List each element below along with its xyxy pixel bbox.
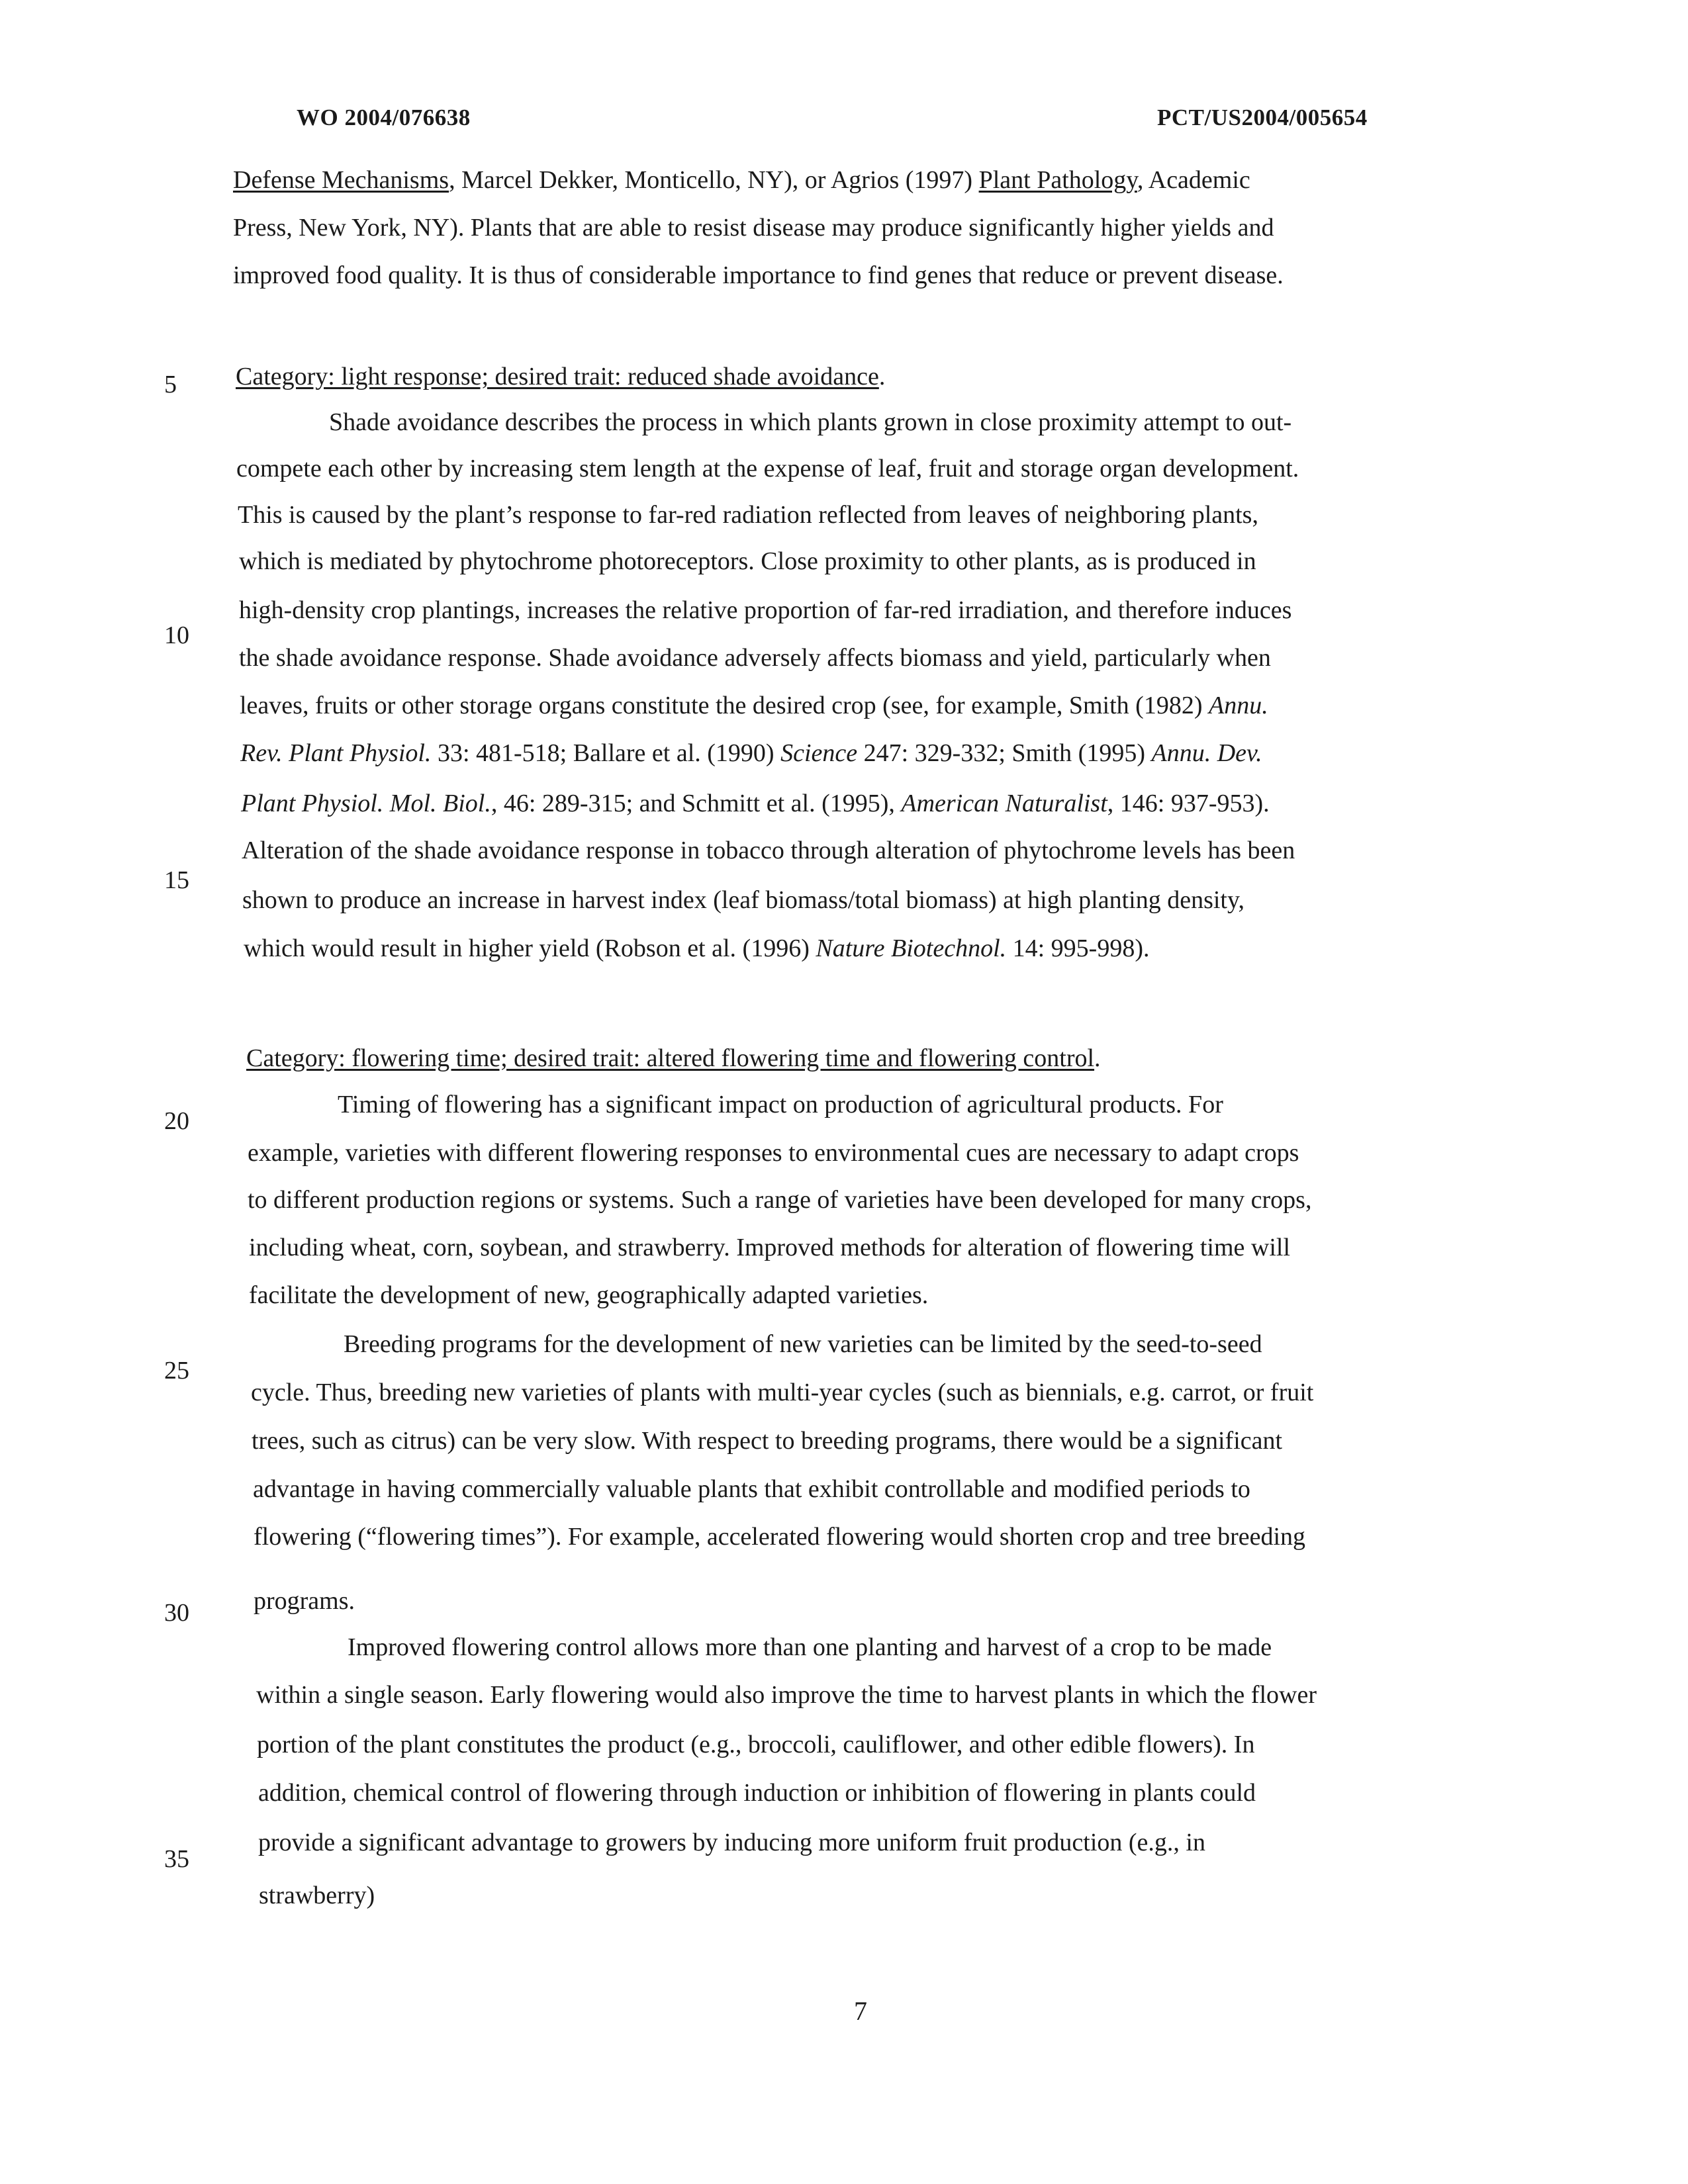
line-number: 10	[164, 621, 189, 649]
text-line: improved food quality. It is thus of considerable importance to find genes that reduce or prevent disease.	[233, 261, 1284, 289]
publication-number: WO 2004/076638	[297, 105, 471, 130]
text-line: Breeding programs for the development of new varieties can be limited by the seed-to-seed	[344, 1330, 1262, 1358]
text-line: the shade avoidance response. Shade avoidance adversely affects biomass and yield, particularly when	[239, 644, 1271, 672]
text-line: Plant Physiol. Mol. Biol., 46: 289-315; and Schmitt et al. (1995), American Naturalist, 146: 937-953).	[241, 790, 1270, 817]
text-line: advantage in having commercially valuable plants that exhibit controllable and modified periods to	[253, 1475, 1250, 1503]
text-line: shown to produce an increase in harvest index (leaf biomass/total biomass) at high planting density,	[242, 886, 1245, 914]
text-line: including wheat, corn, soybean, and strawberry. Improved methods for alteration of flowering time will	[249, 1234, 1291, 1261]
text-line: which would result in higher yield (Robson et al. (1996) Nature Biotechnol. 14: 995-998).	[244, 934, 1150, 962]
line-number: 30	[164, 1599, 189, 1627]
text-line: strawberry)	[259, 1882, 375, 1909]
text-line: trees, such as citrus) can be very slow. With respect to breeding programs, there would be a significant	[252, 1427, 1283, 1455]
text-line: This is caused by the plant’s response to far-red radiation reflected from leaves of neighboring plants,	[238, 501, 1258, 529]
line-number: 20	[164, 1107, 189, 1135]
section-heading: Category: flowering time; desired trait: altered flowering time and flowering control.	[246, 1044, 1101, 1072]
line-number: 5	[164, 371, 177, 398]
text-line: addition, chemical control of flowering through induction or inhibition of flowering in plants could	[258, 1779, 1256, 1807]
application-number: PCT/US2004/005654	[1157, 105, 1368, 130]
text-line: compete each other by increasing stem length at the expense of leaf, fruit and storage organ development.	[236, 455, 1299, 482]
line-number: 35	[164, 1845, 189, 1873]
text-line: facilitate the development of new, geographically adapted varieties.	[249, 1281, 929, 1309]
text-line: within a single season. Early flowering would also improve the time to harvest plants in which the flower	[256, 1681, 1317, 1709]
text-line: Rev. Plant Physiol. 33: 481-518; Ballare et al. (1990) Science 247: 329-332; Smith (1995) Annu. Dev.	[240, 739, 1262, 767]
text-line: example, varieties with different flowering responses to environmental cues are necessary to adapt crops	[248, 1139, 1299, 1167]
text-line: leaves, fruits or other storage organs constitute the desired crop (see, for example, Smith (1982) Annu.	[240, 692, 1268, 719]
text-line: provide a significant advantage to growers by inducing more uniform fruit production (e.g., in	[258, 1829, 1205, 1856]
text-line: to different production regions or systems. Such a range of varieties have been developed for many crops,	[248, 1186, 1312, 1214]
text-line: high-density crop plantings, increases the relative proportion of far-red irradiation, and therefore induces	[239, 596, 1292, 624]
text-line: Improved flowering control allows more than one planting and harvest of a crop to be made	[348, 1633, 1272, 1661]
text-line: Alteration of the shade avoidance response in tobacco through alteration of phytochrome levels has been	[242, 837, 1295, 864]
text-line: Defense Mechanisms, Marcel Dekker, Monticello, NY), or Agrios (1997) Plant Pathology, Academic	[233, 166, 1250, 194]
text-line: Press, New York, NY). Plants that are able to resist disease may produce significantly higher yields and	[233, 214, 1274, 242]
text-line: programs.	[254, 1587, 355, 1615]
line-number: 25	[164, 1357, 189, 1385]
text-line: Timing of flowering has a significant impact on production of agricultural products. For	[338, 1091, 1223, 1118]
section-heading: Category: light response; desired trait: reduced shade avoidance.	[236, 363, 886, 390]
page-number: 7	[854, 1996, 867, 2026]
text-line: Shade avoidance describes the process in which plants grown in close proximity attempt to out-	[329, 408, 1292, 436]
line-number: 15	[164, 866, 189, 894]
text-line: which is mediated by phytochrome photoreceptors. Close proximity to other plants, as is produced in	[239, 547, 1256, 575]
text-line: cycle. Thus, breeding new varieties of plants with multi-year cycles (such as biennials, e.g. carrot, or fruit	[251, 1379, 1314, 1406]
text-line: flowering (“flowering times”). For example, accelerated flowering would shorten crop and tree breeding	[254, 1523, 1306, 1551]
text-line: portion of the plant constitutes the product (e.g., broccoli, cauliflower, and other edible flowers). In	[257, 1731, 1255, 1758]
